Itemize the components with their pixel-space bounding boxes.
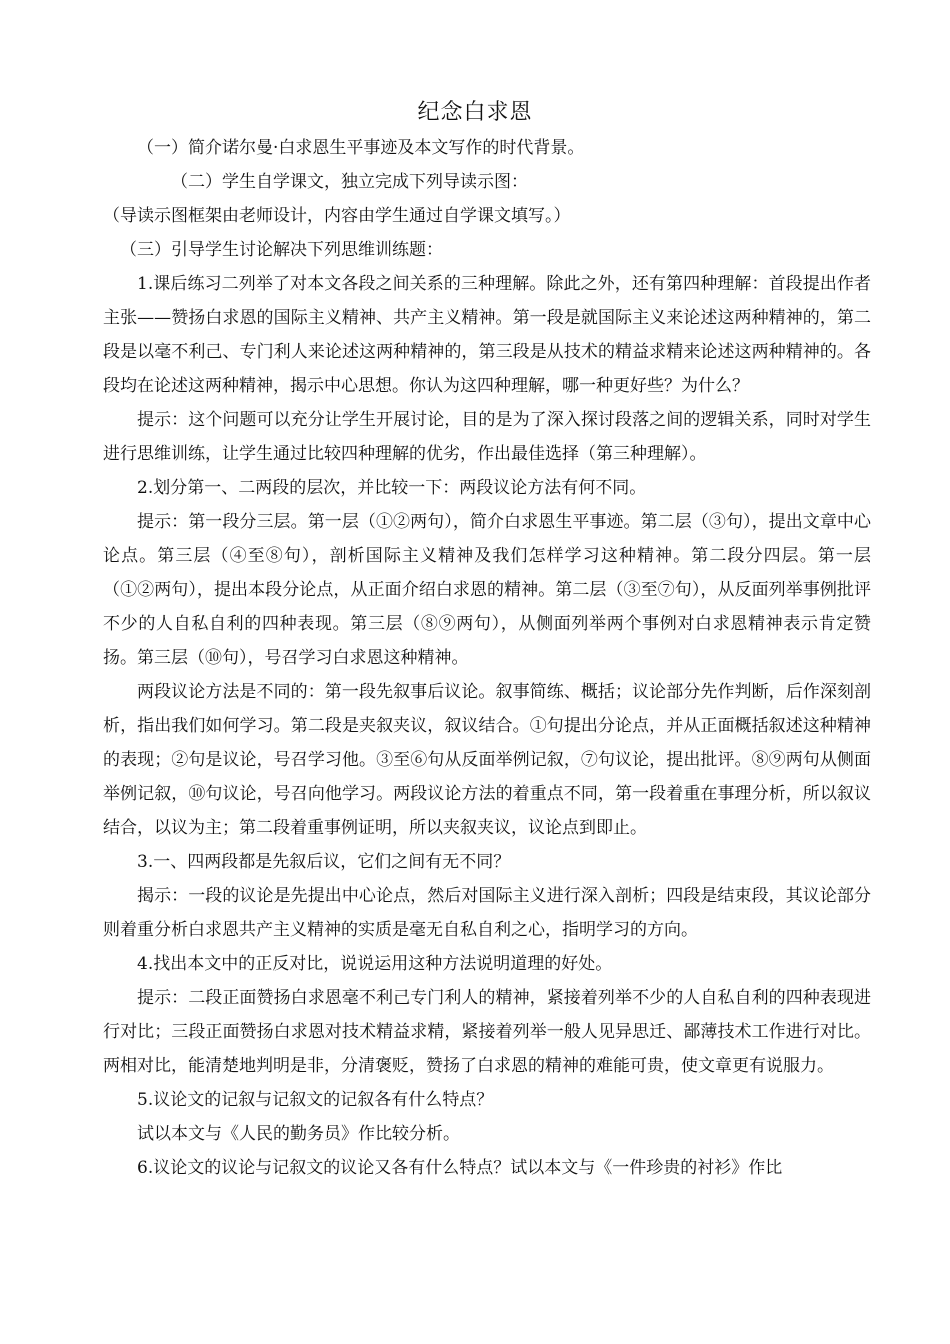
question-5-task: 试以本文与《人民的勤务员》作比较分析。 xyxy=(137,1124,460,1144)
question-3: 3.一、四两段都是先叙后议，它们之间有无不同？ xyxy=(137,852,511,872)
hint-2: 提示：第一段分三层。第一层（①②两句），简介白求恩生平事迹。第二层（③句），提出文章中心论点。第三层（④至⑧句），剖析国际主义精神及我们怎样学习这种精神。第二段分四层。第一层（①②两句），提出本段分论点，从正面介绍白求恩的精神。第二层（③至⑦句），从反面列举事例批评不少的人自私自利的四种表现。第三层（⑧⑨两句），从侧面列举两个事例对白求恩精神表示肯定赞扬。第三层（⑩句），号召学习白求恩这种精神。 xyxy=(103,512,871,668)
hint-1: 提示：这个问题可以充分让学生开展讨论，目的是为了深入探讨段落之间的逻辑关系，同时对学生进行思维训练，让学生通过比较四种理解的优劣，作出最佳选择（第三种理解）。 xyxy=(103,410,871,464)
guide-chart-note: （导读示图框架由老师设计，内容由学生通过自学课文填写。） xyxy=(103,206,571,226)
question-4: 4.找出本文中的正反对比，说说运用这种方法说明道理的好处。 xyxy=(137,954,613,974)
hint-2-continued: 两段议论方法是不同的：第一段先叙事后议论。叙事简练、概括；议论部分先作判断，后作深刻剖析，指出我们如何学习。第二段是夹叙夹议，叙议结合。①句提出分论点，并从正面概括叙述这种精神的表现；②句是议论，号召学习他。③至⑥句从反面举例记叙，⑦句议论，提出批评。⑧⑨两句从侧面举例记叙，⑩句议论，号召向他学习。两段议论方法的着重点不同，第一段着重在事理分析，所以叙议结合，以议为主；第二段着重事例证明，所以夹叙夹议，议论点到即止。 xyxy=(103,682,871,838)
hint-4: 提示：二段正面赞扬白求恩毫不利己专门利人的精神，紧接着列举不少的人自私自利的四种表现进行对比；三段正面赞扬白求恩对技术精益求精，紧接着列举一般人见异思迁、鄙薄技术工作进行对比。两相对比，能清楚地判明是非，分清褒贬，赞扬了白求恩的精神的难能可贵，使文章更有说服力。 xyxy=(103,988,871,1076)
question-2: 2.划分第一、二两段的层次，并比较一下：两段议论方法有何不同。 xyxy=(137,478,647,498)
question-5: 5.议论文的记叙与记叙文的记叙各有什么特点？ xyxy=(137,1090,494,1110)
question-1: 1.课后练习二列举了对本文各段之间关系的三种理解。除此之外，还有第四种理解：首段提出作者主张——赞扬白求恩的国际主义精神、共产主义精神。第一段是就国际主义来论述这两种精神的，第二段是以毫不利己、专门利人来论述这两种精神的，第三段是从技术的精益求精来论述这两种精神的。各段均在论述这两种精神，揭示中心思想。你认为这四种理解，哪一种更好些？为什么？ xyxy=(103,274,871,396)
hint-3: 揭示：一段的议论是先提出中心论点，然后对国际主义进行深入剖析；四段是结束段，其议论部分则着重分析白求恩共产主义精神的实质是毫无自私自利之心，指明学习的方向。 xyxy=(103,886,871,940)
section-one-intro: （一）简介诺尔曼·白求恩生平事迹及本文写作的时代背景。 xyxy=(137,138,585,158)
section-three-intro: （三）引导学生讨论解决下列思维训练题： xyxy=(120,240,443,260)
section-two-intro: （二）学生自学课文，独立完成下列导读示图： xyxy=(171,172,528,192)
document-body xyxy=(103,131,871,1185)
question-6: 6.议论文的议论与记叙文的议论又各有什么特点？试以本文与《一件珍贵的衬衫》作比 xyxy=(137,1158,783,1178)
document-title: 纪念白求恩 xyxy=(417,100,533,125)
